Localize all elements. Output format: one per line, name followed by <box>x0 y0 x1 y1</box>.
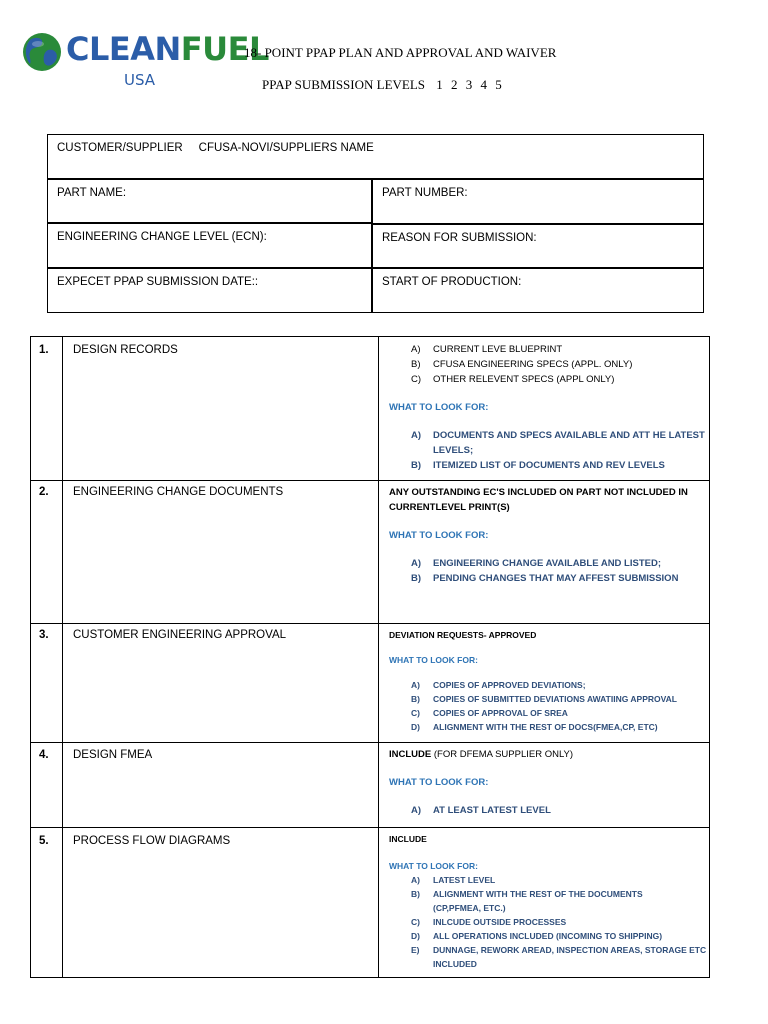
level-option: 1 <box>436 77 443 92</box>
row-requirements <box>389 485 707 586</box>
row-title: CUSTOMER ENGINEERING APPROVAL <box>73 629 287 641</box>
reason-label: REASON FOR SUBMISSION: <box>382 232 537 244</box>
list-item: D) ALIGNMENT WITH THE REST OF DOCS(FMEA,CP, ETC) <box>411 722 658 732</box>
customer-supplier-field[interactable] <box>47 134 704 179</box>
row-requirements <box>389 832 707 971</box>
row-intro: DEVIATION REQUESTS- APPROVED <box>389 630 537 640</box>
list-item: A) COPIES OF APPROVED DEVIATIONS; <box>411 680 586 690</box>
row-title: DESIGN FMEA <box>73 749 153 761</box>
list-item: B) PENDING CHANGES THAT MAY AFFEST SUBMISSION <box>411 573 679 584</box>
list-item: B) ITEMIZED LIST OF DOCUMENTS AND REV LEVELS <box>411 460 665 471</box>
row-number: 3. <box>39 629 49 641</box>
row-number: 2. <box>39 486 49 498</box>
list-item: B) CFUSA ENGINEERING SPECS (APPL. ONLY) <box>411 359 633 370</box>
level-option: 3 <box>465 77 473 92</box>
globe-logo-icon <box>22 30 62 74</box>
row-divider <box>31 827 709 828</box>
list-item: C) INLCUDE OUTSIDE PROCESSES <box>411 917 567 927</box>
row-title: DESIGN RECORDS <box>73 344 178 356</box>
row-requirements <box>389 342 707 473</box>
list-item: A) AT LEAST LATEST LEVEL <box>411 805 551 816</box>
part-number-label: PART NUMBER: <box>382 187 468 199</box>
row-requirements <box>389 747 707 818</box>
list-item: C) COPIES OF APPROVAL OF SREA <box>411 708 568 718</box>
row-requirements <box>389 628 707 734</box>
submission-levels-label: PPAP SUBMISSION LEVELS <box>262 77 426 92</box>
row-divider <box>31 623 709 624</box>
what-to-look-for-heading: WHAT TO LOOK FOR: <box>389 402 489 413</box>
list-item: C) OTHER RELEVENT SPECS (APPL ONLY) <box>411 374 615 385</box>
level-option: 4 <box>480 77 488 92</box>
list-item: B) COPIES OF SUBMITTED DEVIATIONS AWATIING APPROVAL <box>411 694 677 704</box>
row-number: 1. <box>39 344 49 356</box>
row-title: ENGINEERING CHANGE DOCUMENTS <box>73 486 284 498</box>
list-item: A) LATEST LEVEL <box>411 875 496 885</box>
row-divider <box>31 742 709 743</box>
expected-date-field[interactable] <box>47 268 372 313</box>
row-intro: INCLUDE (FOR DFEMA SUPPLIER ONLY) <box>389 749 574 760</box>
submission-levels-line <box>262 78 502 91</box>
column-divider <box>378 337 379 977</box>
row-divider <box>31 480 709 481</box>
what-to-look-for-heading: WHAT TO LOOK FOR: <box>389 777 489 788</box>
reason-field[interactable] <box>372 224 704 268</box>
part-name-field[interactable] <box>47 179 372 223</box>
part-name-label: PART NAME: <box>57 187 127 199</box>
ecn-field[interactable] <box>47 223 372 268</box>
document-title: 18- POINT PPAP PLAN AND APPROVAL AND WAIVER <box>244 45 557 60</box>
expected-date-label: EXPECET PPAP SUBMISSION DATE:: <box>57 276 259 288</box>
row-title: PROCESS FLOW DIAGRAMS <box>73 835 231 847</box>
customer-supplier-label: CUSTOMER/SUPPLIER CFUSA-NOVI/SUPPLIERS NAME <box>57 142 374 154</box>
row-number: 4. <box>39 749 49 761</box>
row-intro: ANY OUTSTANDING EC'S INCLUDED ON PART NOT INCLUDED IN CURRENTLEVEL PRINT(S) <box>389 487 688 513</box>
start-production-label: START OF PRODUCTION: <box>382 276 522 288</box>
level-option: 5 <box>495 77 502 92</box>
list-item: A) DOCUMENTS AND SPECS AVAILABLE AND ATT HE LATEST LEVELS; <box>411 430 705 456</box>
column-divider <box>62 337 63 977</box>
row-number: 5. <box>39 835 49 847</box>
ppap-checklist-table <box>30 336 710 978</box>
what-to-look-for-heading: WHAT TO LOOK FOR: <box>389 530 489 541</box>
company-logo-text: CLEANFUEL <box>66 30 269 68</box>
what-to-look-for-heading: WHAT TO LOOK FOR: <box>389 655 478 665</box>
company-logo-subtext: USA <box>124 71 156 89</box>
start-production-field[interactable] <box>372 268 704 313</box>
ecn-label: ENGINEERING CHANGE LEVEL (ECN): <box>57 231 267 243</box>
row-intro: INCLUDE <box>389 834 427 844</box>
part-number-field[interactable] <box>372 179 704 224</box>
list-item: B) ALIGNMENT WITH THE REST OF THE DOCUMENTS (CP,PFMEA, ETC.) <box>411 889 643 913</box>
list-item: D) ALL OPERATIONS INCLUDED (INCOMING TO SHIPPING) <box>411 931 663 941</box>
list-item: A) CURRENT LEVE BLUEPRINT <box>411 344 563 355</box>
list-item: E) DUNNAGE, REWORK AREAD, INSPECTION AREAS, STORAGE ETC INCLUDED <box>411 945 707 969</box>
what-to-look-for-heading: WHAT TO LOOK FOR: <box>389 861 478 871</box>
list-item: A) ENGINEERING CHANGE AVAILABLE AND LISTED; <box>411 558 662 569</box>
level-option: 2 <box>451 77 458 92</box>
